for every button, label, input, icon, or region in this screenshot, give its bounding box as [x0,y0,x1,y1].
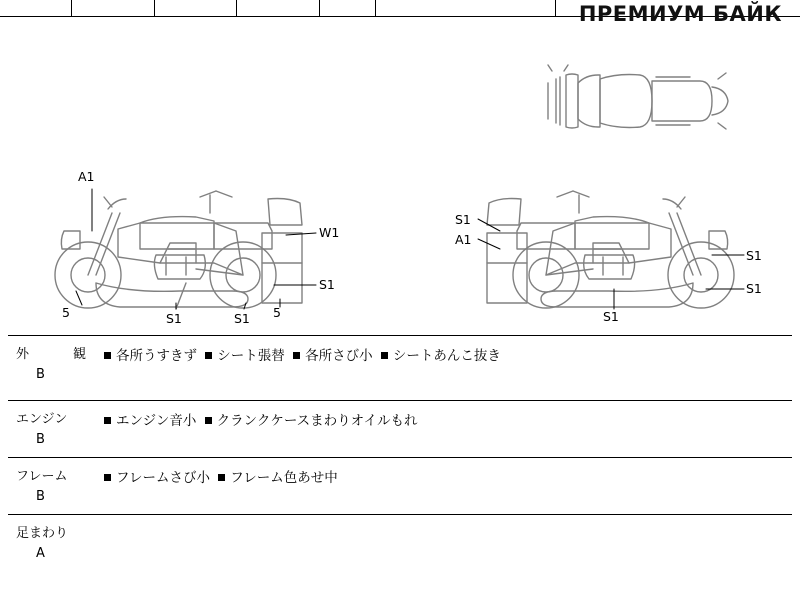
condition-label-engine [8,401,104,457]
top-table-cell [320,0,377,16]
side-view-right-drawing [487,191,734,308]
top-table-cell [237,0,319,16]
bullet-square-icon [205,352,212,359]
condition-row-suspension [8,515,792,577]
condition-grade: B [36,489,45,504]
motorcycle-diagram-area [0,17,800,332]
callout-label-5-left-rear: 5 [273,305,281,320]
top-table-cell [376,0,556,16]
condition-label-exterior [8,336,104,400]
condition-item-text: 各所さび小 [305,348,373,364]
callout-label-s1-right-engine: S1 [603,309,619,324]
condition-item [104,346,197,367]
condition-row-engine [8,401,792,458]
bullet-square-icon [293,352,300,359]
motorcycle-diagram-svg [0,17,800,332]
condition-item [104,411,196,432]
condition-label-text: 足まわり [16,526,69,541]
condition-row-exterior [8,336,792,401]
condition-item-text: クランクケースまわりオイルもれ [216,413,418,429]
condition-item-text: エンジン音小 [116,413,197,429]
condition-label-frame [8,458,104,514]
condition-table [8,335,792,577]
condition-label-text: フレーム [16,469,68,484]
callout-label-s1-left-rear: S1 [234,311,250,326]
bullet-square-icon [381,352,388,359]
callout-label-a1-right: A1 [455,232,472,247]
top-view-drawing [548,65,728,129]
callout-label-s1-right-seat: S1 [455,212,471,227]
condition-label-text: 外 観 [16,347,93,362]
condition-items-engine [104,401,792,457]
condition-label-suspension [8,515,104,577]
bullet-square-icon [218,474,225,481]
condition-item-text: 各所うすきず [116,348,197,364]
bullet-square-icon [104,474,111,481]
bullet-square-icon [205,417,212,424]
brand-title: ПРЕМИУМ БАЙК [578,2,782,26]
callout-label-w1: W1 [319,225,340,240]
condition-row-frame [8,458,792,515]
condition-item-text: シート張替 [217,348,285,364]
callout-label-5-left-front: 5 [62,305,70,320]
condition-items-suspension [104,515,792,577]
condition-item [218,468,337,489]
condition-grade: B [36,432,45,447]
top-table-cell [155,0,237,16]
bullet-square-icon [104,417,111,424]
condition-item-text: シートあんこ抜き [392,348,501,364]
callout-label-s1-right-front: S1 [746,281,762,296]
condition-item [205,411,418,432]
condition-item-text: フレームさび小 [116,470,210,486]
callout-label-s1-right-tank: S1 [746,248,762,263]
callout-label-s1-left-engine: S1 [166,311,182,326]
condition-label-text: エンジン [16,412,68,427]
callout-label-a1-left: A1 [78,169,95,184]
condition-item [381,346,501,367]
condition-items-exterior [104,336,792,400]
bullet-square-icon [104,352,111,359]
top-table-cell [0,0,72,16]
condition-grade: A [36,546,45,561]
top-table-cell [72,0,154,16]
condition-item [205,346,285,367]
condition-item [104,468,210,489]
condition-item-text: フレーム色あせ中 [230,470,338,486]
condition-item [293,346,373,367]
condition-grade: B [36,367,45,382]
callout-label-s1-left-bag: S1 [319,277,335,292]
condition-items-frame [104,458,792,514]
